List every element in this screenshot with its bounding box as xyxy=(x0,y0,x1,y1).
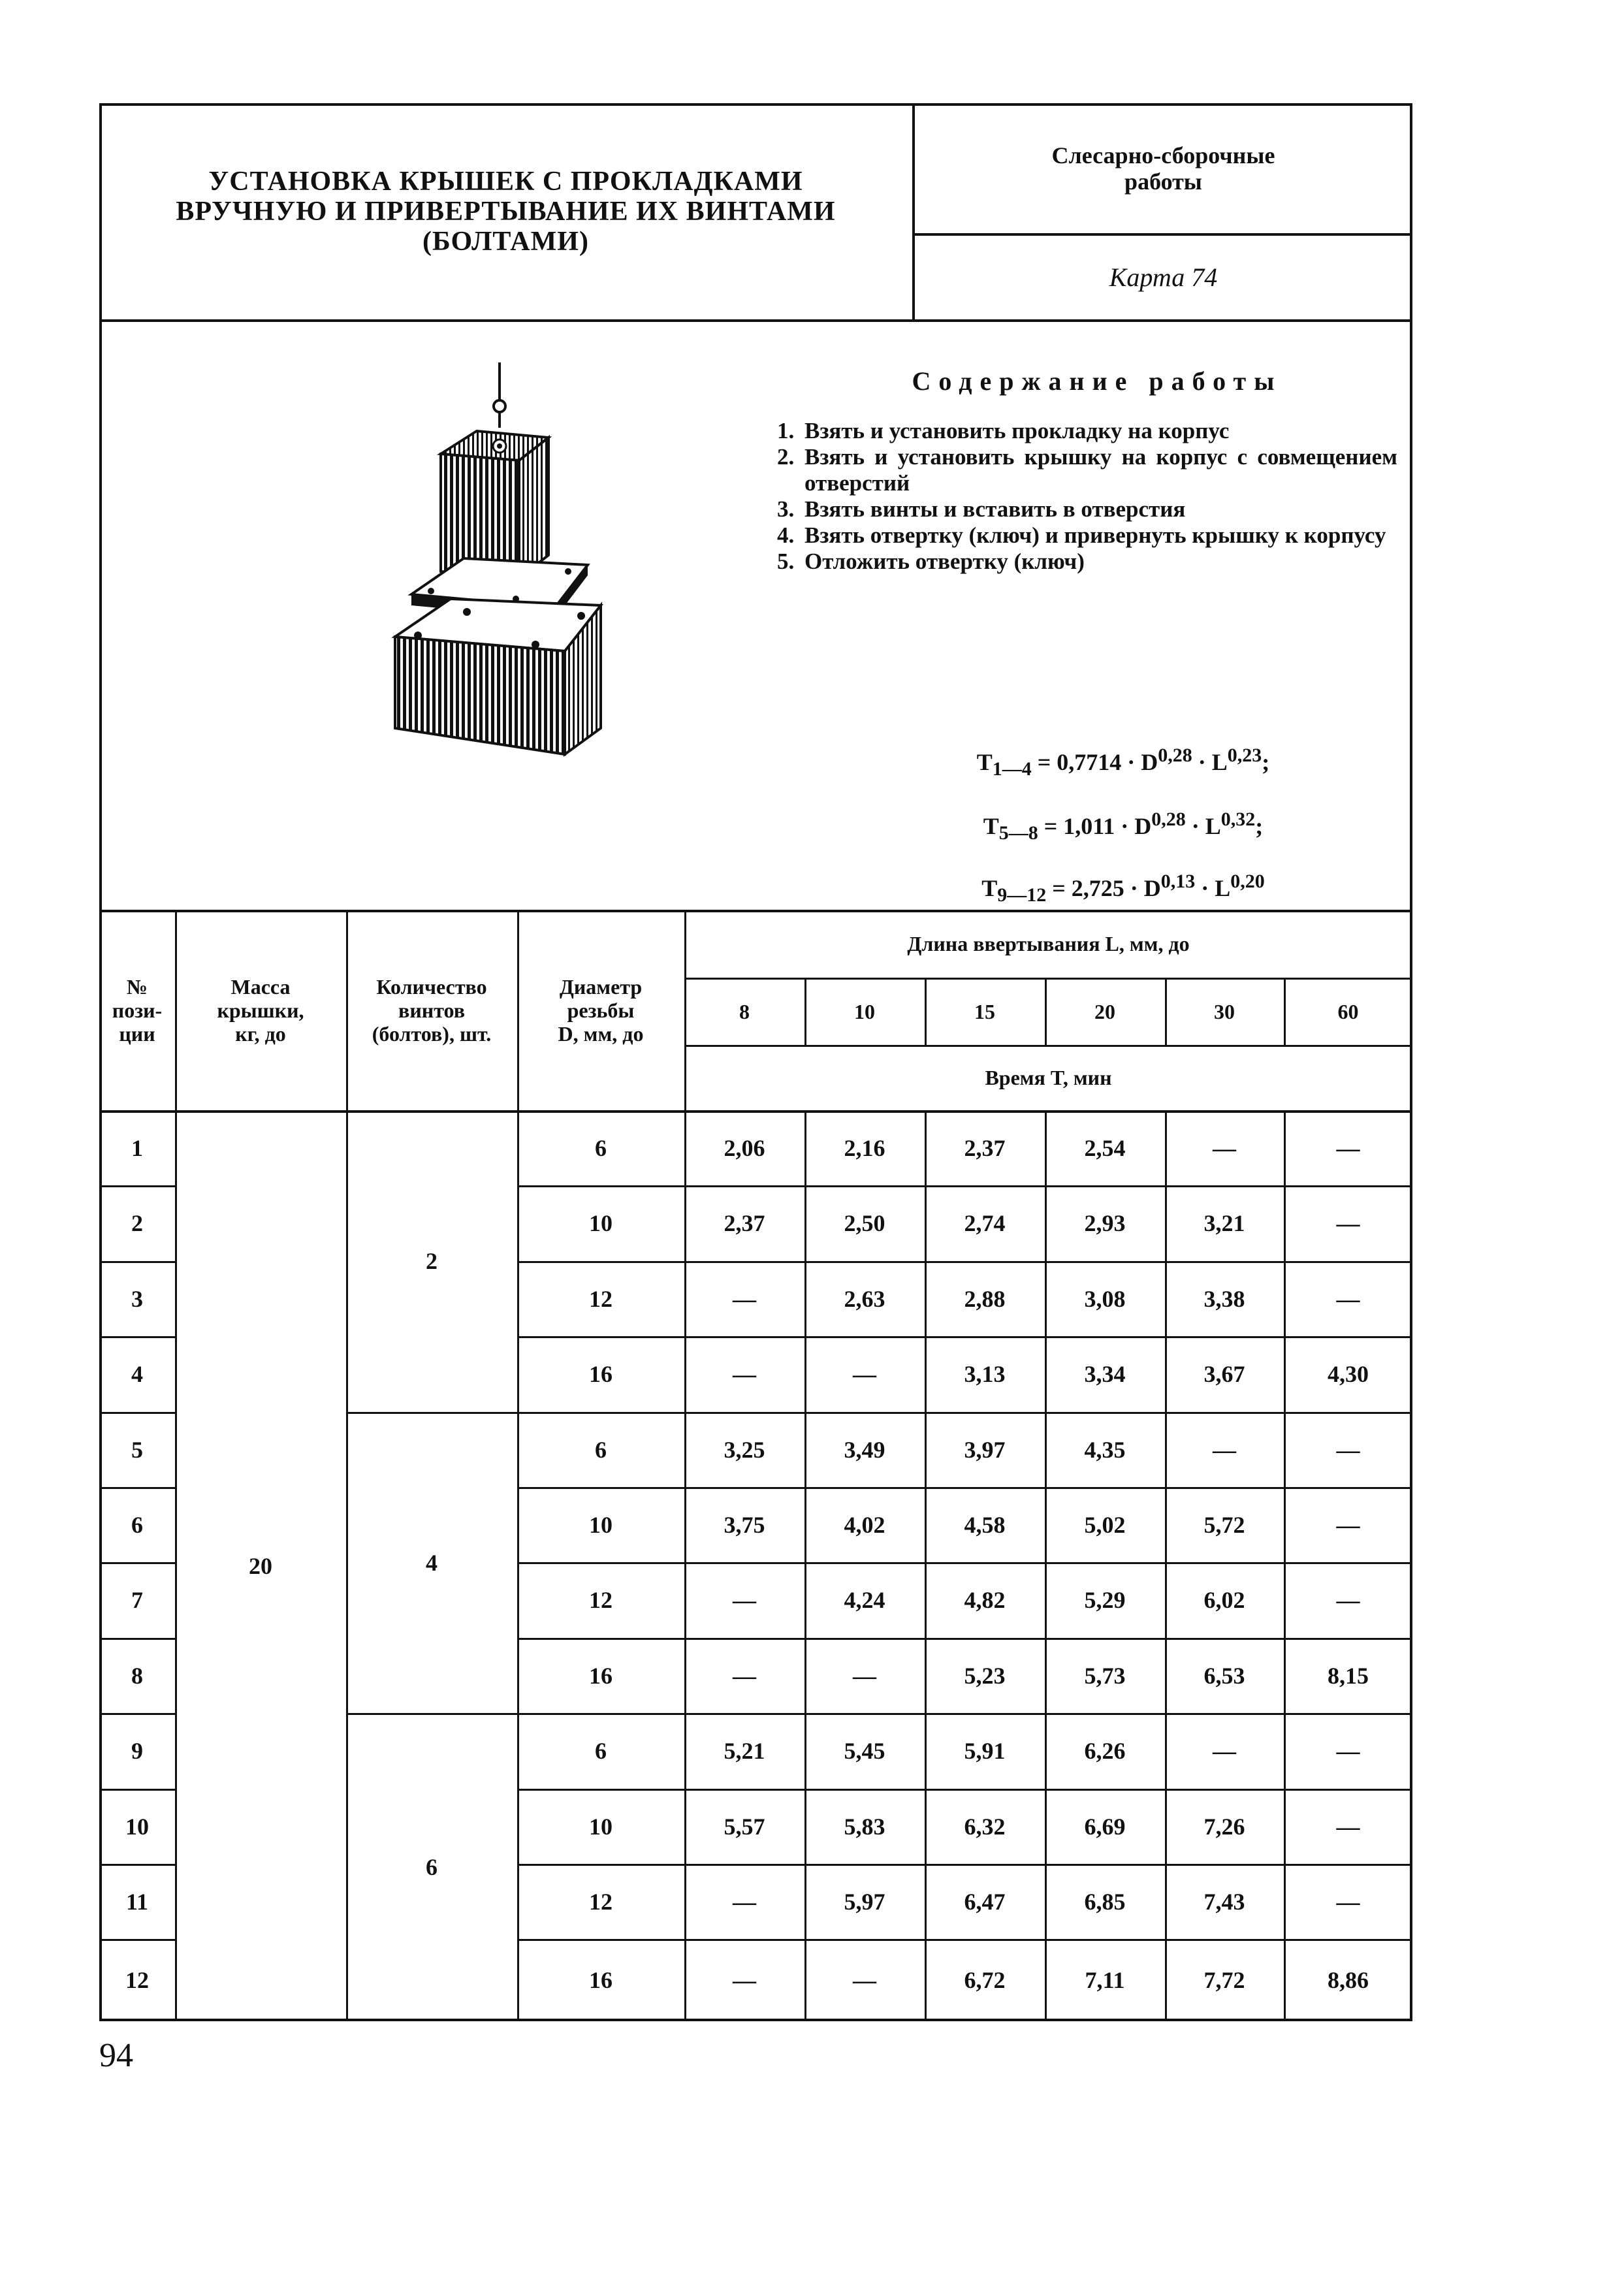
cell-time: 3,34 xyxy=(1084,1361,1126,1387)
cell-time: 5,23 xyxy=(964,1662,1006,1689)
cell-time: 5,29 xyxy=(1084,1587,1126,1613)
cell-time: 4,58 xyxy=(964,1511,1006,1538)
cell-diameter: 12 xyxy=(589,1888,613,1915)
cell-time: 5,83 xyxy=(844,1813,885,1840)
cell-time: — xyxy=(733,1662,756,1689)
cell-diameter: 16 xyxy=(589,1361,613,1387)
cell-time: 3,21 xyxy=(1203,1210,1245,1236)
cell-time: 2,93 xyxy=(1084,1210,1126,1236)
card-number: Карта 74 xyxy=(914,235,1412,322)
cell-time: — xyxy=(853,1361,876,1387)
cell-position: 8 xyxy=(131,1662,143,1689)
cell-time: — xyxy=(1336,1210,1360,1236)
cell-time: 2,54 xyxy=(1084,1134,1126,1161)
cell-position: 12 xyxy=(125,1967,149,1993)
cell-time: 4,24 xyxy=(844,1587,885,1613)
cell-position: 7 xyxy=(131,1587,143,1613)
cell-diameter: 10 xyxy=(589,1210,613,1236)
cell-time: — xyxy=(733,1967,756,1993)
cell-diameter: 6 xyxy=(595,1738,607,1764)
cell-time: 6,53 xyxy=(1203,1662,1245,1689)
header-length-value: 20 xyxy=(1094,999,1115,1023)
cell-time: 6,85 xyxy=(1084,1888,1126,1915)
cell-time: — xyxy=(733,1888,756,1915)
cell-time: 5,21 xyxy=(724,1738,765,1764)
cell-time: — xyxy=(1213,1738,1236,1764)
work-step: 3. Взять винты и вставить в отверстия xyxy=(777,496,1186,522)
header-screws: Количество винтов (болтов), шт. xyxy=(372,974,492,1046)
cell-diameter: 12 xyxy=(589,1587,613,1613)
cell-time: — xyxy=(1336,1813,1360,1840)
cell-position: 10 xyxy=(125,1813,149,1840)
cell-time: 6,72 xyxy=(964,1967,1006,1993)
cell-time: — xyxy=(853,1662,876,1689)
cell-time: 5,73 xyxy=(1084,1662,1126,1689)
cell-time: 3,75 xyxy=(724,1511,765,1538)
cell-time: — xyxy=(853,1967,876,1993)
cell-time: 3,38 xyxy=(1203,1285,1245,1312)
cell-time: — xyxy=(1213,1436,1236,1463)
cell-time: 2,37 xyxy=(964,1134,1006,1161)
cell-time: 2,50 xyxy=(844,1210,885,1236)
cell-time: 2,16 xyxy=(844,1134,885,1161)
cell-time: 4,35 xyxy=(1084,1436,1126,1463)
cell-position: 11 xyxy=(125,1888,148,1915)
cell-time: 3,67 xyxy=(1203,1361,1245,1387)
cell-time: 5,72 xyxy=(1203,1511,1245,1538)
cell-time: 3,97 xyxy=(964,1436,1006,1463)
cell-time: 2,37 xyxy=(724,1210,765,1236)
cell-time: — xyxy=(733,1361,756,1387)
work-content-title: Содержание работы xyxy=(912,366,1282,396)
cell-position: 1 xyxy=(131,1134,143,1161)
cell-time: 3,08 xyxy=(1084,1285,1126,1312)
time-formula-1-4: $T_{1—4} = 0,7714 \cdot D^{0,28} \cdot L^{0,23}$; xyxy=(976,744,1270,780)
cell-diameter: 10 xyxy=(589,1813,613,1840)
header-length-value: 30 xyxy=(1214,999,1235,1023)
cell-time: 6,69 xyxy=(1084,1813,1126,1840)
cell-time: 7,26 xyxy=(1203,1813,1245,1840)
cell-time: 3,25 xyxy=(724,1436,765,1463)
cell-time: 7,72 xyxy=(1203,1967,1245,1993)
cell-time: 4,82 xyxy=(964,1587,1006,1613)
work-category: Слесарно-сборочные работы xyxy=(914,103,1412,236)
cell-time: — xyxy=(733,1285,756,1312)
cell-time: 5,91 xyxy=(964,1738,1006,1764)
work-step: 5. Отложить отвертку (ключ) xyxy=(777,549,1085,574)
cell-time: 5,02 xyxy=(1084,1511,1126,1538)
cell-diameter: 16 xyxy=(589,1967,613,1993)
cell-screws: 2 xyxy=(426,1248,438,1274)
cell-time: 2,88 xyxy=(964,1285,1006,1312)
cell-time: 7,43 xyxy=(1203,1888,1245,1915)
cell-time: — xyxy=(1336,1285,1360,1312)
header-mass: Масса крышки, кг, до xyxy=(217,974,304,1046)
cell-time: 5,97 xyxy=(844,1888,885,1915)
work-step: 2. Взять и установить крышку на корпус с совмещением отверстий xyxy=(777,444,1397,496)
cell-position: 4 xyxy=(131,1361,143,1387)
cell-position: 5 xyxy=(131,1436,143,1463)
cell-time: 4,02 xyxy=(844,1511,885,1538)
cell-time: — xyxy=(733,1587,756,1613)
header-length-value: 10 xyxy=(854,999,875,1023)
document-title: УСТАНОВКА КРЫШЕК С ПРОКЛАДКАМИ ВРУЧНУЮ И ПРИВЕРТЫВАНИЕ ИХ ВИНТАМИ (БОЛТАМИ) xyxy=(99,103,915,322)
page-number: 94 xyxy=(99,2037,133,2074)
cell-time: 2,74 xyxy=(964,1210,1006,1236)
cell-mass: 20 xyxy=(249,1552,272,1579)
cell-time: 7,11 xyxy=(1085,1967,1125,1993)
cell-diameter: 6 xyxy=(595,1436,607,1463)
cell-time: — xyxy=(1336,1587,1360,1613)
header-length-value: 60 xyxy=(1337,999,1359,1023)
header-length-value: 15 xyxy=(974,999,995,1023)
cell-screws: 4 xyxy=(426,1549,438,1576)
cell-time: 6,02 xyxy=(1203,1587,1245,1613)
cell-time: 8,86 xyxy=(1328,1967,1369,1993)
cell-time: — xyxy=(1336,1134,1360,1161)
cell-time: 5,57 xyxy=(724,1813,765,1840)
cell-position: 6 xyxy=(131,1511,143,1538)
cell-diameter: 6 xyxy=(595,1134,607,1161)
cell-time: — xyxy=(1213,1134,1236,1161)
cell-diameter: 10 xyxy=(589,1511,613,1538)
cell-position: 2 xyxy=(131,1210,143,1236)
work-step: 1. Взять и установить прокладку на корпус xyxy=(777,418,1230,443)
time-formula-9-12: $T_{9—12} = 2,725 \cdot D^{0,13} \cdot L^{0,20}$ xyxy=(981,871,1265,906)
cell-position: 3 xyxy=(131,1285,143,1312)
cell-time: — xyxy=(1336,1738,1360,1764)
cell-time: 8,15 xyxy=(1328,1662,1369,1689)
cell-time: — xyxy=(1336,1511,1360,1538)
header-position: № пози- ции xyxy=(112,974,163,1046)
cell-time: 2,63 xyxy=(844,1285,885,1312)
header-time: Время T, мин xyxy=(985,1066,1112,1089)
work-steps-list xyxy=(777,418,1397,575)
cell-time: 4,30 xyxy=(1328,1361,1369,1387)
cell-screws: 6 xyxy=(426,1854,438,1880)
cell-time: 6,32 xyxy=(964,1813,1006,1840)
cell-position: 9 xyxy=(131,1738,143,1764)
cell-time: 3,49 xyxy=(844,1436,885,1463)
cell-time: — xyxy=(1336,1436,1360,1463)
cover-assembly-illustration xyxy=(385,362,620,767)
cell-time: 3,13 xyxy=(964,1361,1006,1387)
cell-time: — xyxy=(1336,1888,1360,1915)
header-length: Длина ввертывания L, мм, до xyxy=(907,932,1190,955)
cell-time: 6,47 xyxy=(964,1888,1006,1915)
cell-diameter: 16 xyxy=(589,1662,613,1689)
cell-time: 6,26 xyxy=(1084,1738,1126,1764)
cell-diameter: 12 xyxy=(589,1285,613,1312)
header-length-value: 8 xyxy=(739,999,750,1023)
cell-time: 5,45 xyxy=(844,1738,885,1764)
cell-time: 2,06 xyxy=(724,1134,765,1161)
header-diameter: Диаметр резьбы D, мм, до xyxy=(558,974,644,1046)
time-formula-5-8: $T_{5—8} = 1,011 \cdot D^{0,28} \cdot L^{0,32}$; xyxy=(983,808,1264,844)
work-step: 4. Взять отвертку (ключ) и привернуть крышку к корпусу xyxy=(777,522,1386,548)
